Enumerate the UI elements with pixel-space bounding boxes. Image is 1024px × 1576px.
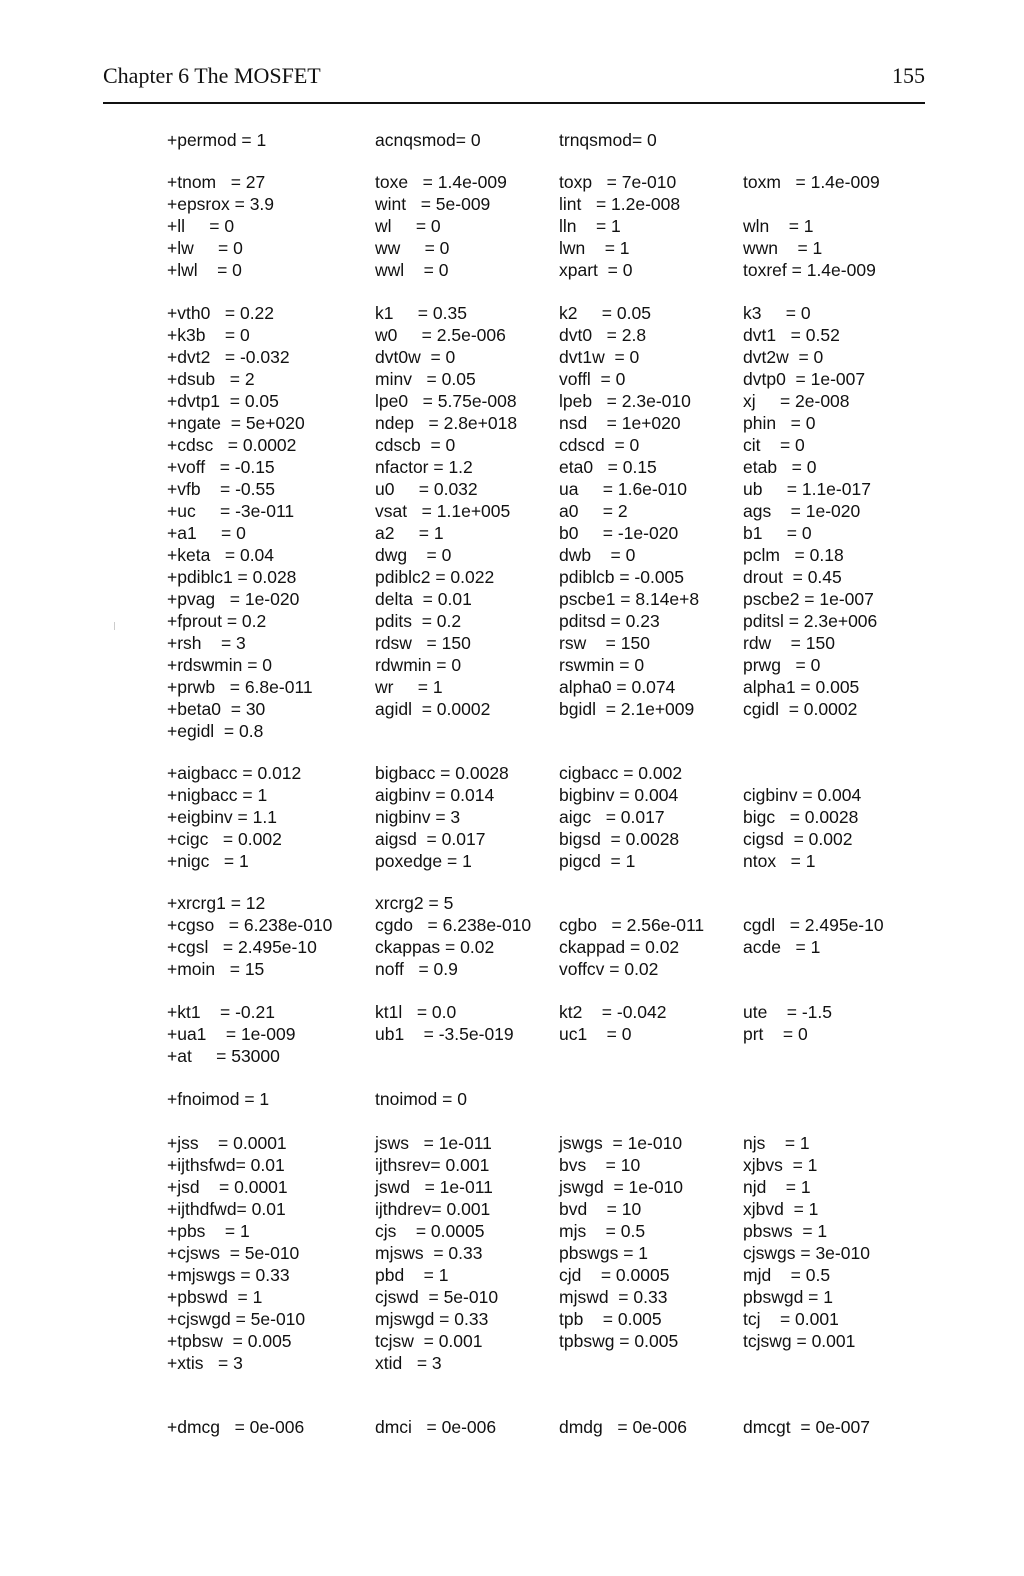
parameter-entry: cigbacc = 0.002 xyxy=(559,763,683,783)
parameter-entry: a0 = 2 xyxy=(559,501,628,521)
parameter-entry: wwn = 1 xyxy=(743,238,823,258)
parameter-entry: +rdswmin = 0 xyxy=(167,655,273,675)
parameter-entry: tnoimod = 0 xyxy=(375,1089,467,1109)
parameter-entry: w0 = 2.5e-006 xyxy=(375,325,506,345)
parameter-entry: ntox = 1 xyxy=(743,851,816,871)
parameter-entry: ijthsrev= 0.001 xyxy=(375,1155,490,1175)
parameter-entry: +dvtp1 = 0.05 xyxy=(167,391,279,411)
parameter-entry: +voff = -0.15 xyxy=(167,457,275,477)
parameter-entry: wln = 1 xyxy=(743,216,814,236)
parameter-entry: alpha1 = 0.005 xyxy=(743,677,860,697)
parameter-entry: +at = 53000 xyxy=(167,1046,280,1066)
parameter-entry: +ngate = 5e+020 xyxy=(167,413,305,433)
parameter-entry: a2 = 1 xyxy=(375,523,444,543)
parameter-entry: cgdl = 2.495e-10 xyxy=(743,915,884,935)
parameter-entry: jswgs = 1e-010 xyxy=(559,1133,683,1153)
parameter-entry: kt1l = 0.0 xyxy=(375,1002,457,1022)
parameter-entry: pbd = 1 xyxy=(375,1265,449,1285)
parameter-entry: +fprout = 0.2 xyxy=(167,611,267,631)
parameter-entry: aigc = 0.017 xyxy=(559,807,665,827)
parameter-entry: +rsh = 3 xyxy=(167,633,246,653)
parameter-entry: pditsd = 0.23 xyxy=(559,611,660,631)
parameter-entry: bigbacc = 0.0028 xyxy=(375,763,509,783)
parameter-entry: +nigbacc = 1 xyxy=(167,785,268,805)
parameter-entry: cjd = 0.0005 xyxy=(559,1265,670,1285)
parameter-entry: +keta = 0.04 xyxy=(167,545,275,565)
parameter-entry: +dsub = 2 xyxy=(167,369,255,389)
parameter-entry: +mjswgs = 0.33 xyxy=(167,1265,290,1285)
parameter-entry: +nigc = 1 xyxy=(167,851,249,871)
parameter-entry: cgidl = 0.0002 xyxy=(743,699,858,719)
parameter-entry: +uc = -3e-011 xyxy=(167,501,295,521)
parameter-entry: pditsl = 2.3e+006 xyxy=(743,611,878,631)
parameter-entry: prt = 0 xyxy=(743,1024,808,1044)
parameter-entry: +cgsl = 2.495e-10 xyxy=(167,937,317,957)
parameter-entry: bigc = 0.0028 xyxy=(743,807,859,827)
parameter-entry: pbsws = 1 xyxy=(743,1221,828,1241)
parameter-entry: +vth0 = 0.22 xyxy=(167,303,275,323)
parameter-entry: bvs = 10 xyxy=(559,1155,641,1175)
parameter-entry: xj = 2e-008 xyxy=(743,391,850,411)
parameter-entry: +dmcg = 0e-006 xyxy=(167,1417,305,1437)
parameter-entry: drout = 0.45 xyxy=(743,567,842,587)
parameter-entry: acde = 1 xyxy=(743,937,821,957)
parameter-entry: dvt1 = 0.52 xyxy=(743,325,840,345)
parameter-entry: +lw = 0 xyxy=(167,238,243,258)
parameter-entry: rdwmin = 0 xyxy=(375,655,462,675)
parameter-entry: +pbswd = 1 xyxy=(167,1287,263,1307)
parameter-entry: etab = 0 xyxy=(743,457,817,477)
parameter-entry: toxp = 7e-010 xyxy=(559,172,677,192)
parameter-entry: +ijthsfwd= 0.01 xyxy=(167,1155,285,1175)
parameter-entry: +egidl = 0.8 xyxy=(167,721,264,741)
parameter-entry: tpb = 0.005 xyxy=(559,1309,662,1329)
parameter-entry: dvt0w = 0 xyxy=(375,347,456,367)
parameter-entry: dwg = 0 xyxy=(375,545,452,565)
parameter-entry: xpart = 0 xyxy=(559,260,633,280)
parameter-entry: pigcd = 1 xyxy=(559,851,636,871)
chapter-title: Chapter 6 The MOSFET xyxy=(103,63,321,88)
parameter-entry: dmdg = 0e-006 xyxy=(559,1417,687,1437)
parameter-entry: xjbvs = 1 xyxy=(743,1155,818,1175)
parameter-entry: +aigbacc = 0.012 xyxy=(167,763,302,783)
parameter-entry: mjsws = 0.33 xyxy=(375,1243,483,1263)
parameter-entry: wwl = 0 xyxy=(375,260,449,280)
parameter-entry: k3 = 0 xyxy=(743,303,811,323)
parameter-entry: +k3b = 0 xyxy=(167,325,250,345)
parameter-entry: lwn = 1 xyxy=(559,238,630,258)
parameter-entry: toxm = 1.4e-009 xyxy=(743,172,880,192)
parameter-entry: kt2 = -0.042 xyxy=(559,1002,667,1022)
parameter-entry: +cjswgd = 5e-010 xyxy=(167,1309,306,1329)
parameter-entry: +pvag = 1e-020 xyxy=(167,589,300,609)
parameter-entry: cigsd = 0.002 xyxy=(743,829,853,849)
parameter-entry: cjswgs = 3e-010 xyxy=(743,1243,870,1263)
parameter-entry: mjs = 0.5 xyxy=(559,1221,646,1241)
parameter-entry: dvt2w = 0 xyxy=(743,347,824,367)
parameter-entry: njd = 1 xyxy=(743,1177,811,1197)
parameter-entry: aigsd = 0.017 xyxy=(375,829,486,849)
parameter-entry: tcjsw = 0.001 xyxy=(375,1331,483,1351)
parameter-entry: +ua1 = 1e-009 xyxy=(167,1024,296,1044)
parameter-entry: pclm = 0.18 xyxy=(743,545,844,565)
parameter-entry: prwg = 0 xyxy=(743,655,821,675)
parameter-entry: +pbs = 1 xyxy=(167,1221,250,1241)
parameter-entry: lpeb = 2.3e-010 xyxy=(559,391,691,411)
scan-mark xyxy=(114,622,115,630)
parameter-entry: ckappad = 0.02 xyxy=(559,937,680,957)
parameter-entry: +moin = 15 xyxy=(167,959,265,979)
parameter-entry: +jsd = 0.0001 xyxy=(167,1177,288,1197)
parameter-entry: cdscd = 0 xyxy=(559,435,640,455)
parameter-entry: eta0 = 0.15 xyxy=(559,457,657,477)
parameter-entry: jswd = 1e-011 xyxy=(375,1177,493,1197)
parameter-entry: +ll = 0 xyxy=(167,216,235,236)
parameter-entry: voffl = 0 xyxy=(559,369,626,389)
parameter-entry: voffcv = 0.02 xyxy=(559,959,659,979)
parameter-entry: noff = 0.9 xyxy=(375,959,458,979)
parameter-entry: cgbo = 2.56e-011 xyxy=(559,915,705,935)
parameter-entry: +cgso = 6.238e-010 xyxy=(167,915,333,935)
parameter-entry: b0 = -1e-020 xyxy=(559,523,679,543)
parameter-entry: lint = 1.2e-008 xyxy=(559,194,681,214)
parameter-entry: rdw = 150 xyxy=(743,633,835,653)
parameter-entry: wr = 1 xyxy=(375,677,443,697)
parameter-entry: trnqsmod= 0 xyxy=(559,130,657,150)
parameter-entry: u0 = 0.032 xyxy=(375,479,478,499)
parameter-entry: xrcrg2 = 5 xyxy=(375,893,454,913)
parameter-entry: wint = 5e-009 xyxy=(375,194,491,214)
parameter-entry: ckappas = 0.02 xyxy=(375,937,495,957)
parameter-entry: +jss = 0.0001 xyxy=(167,1133,287,1153)
parameter-entry: agidl = 0.0002 xyxy=(375,699,491,719)
parameter-entry: mjd = 0.5 xyxy=(743,1265,831,1285)
parameter-entry: dmcgt = 0e-007 xyxy=(743,1417,870,1437)
parameter-entry: alpha0 = 0.074 xyxy=(559,677,676,697)
parameter-entry: cjswd = 5e-010 xyxy=(375,1287,499,1307)
parameter-entry: pdiblcb = -0.005 xyxy=(559,567,685,587)
parameter-entry: nsd = 1e+020 xyxy=(559,413,681,433)
parameter-entry: cjs = 0.0005 xyxy=(375,1221,485,1241)
parameter-entry: ub = 1.1e-017 xyxy=(743,479,871,499)
parameter-entry: dmci = 0e-006 xyxy=(375,1417,497,1437)
parameter-entry: acnqsmod= 0 xyxy=(375,130,481,150)
parameter-entry: +dvt2 = -0.032 xyxy=(167,347,290,367)
parameter-entry: cit = 0 xyxy=(743,435,805,455)
parameter-entry: ndep = 2.8e+018 xyxy=(375,413,518,433)
parameter-entry: rswmin = 0 xyxy=(559,655,645,675)
parameter-entry: jswgd = 1e-010 xyxy=(559,1177,684,1197)
parameter-entry: tpbswg = 0.005 xyxy=(559,1331,679,1351)
parameter-entry: pdiblc2 = 0.022 xyxy=(375,567,495,587)
parameter-entry: rsw = 150 xyxy=(559,633,650,653)
parameter-entry: vsat = 1.1e+005 xyxy=(375,501,511,521)
parameter-entry: tcj = 0.001 xyxy=(743,1309,839,1329)
parameter-entry: +pdiblc1 = 0.028 xyxy=(167,567,297,587)
parameter-entry: pdits = 0.2 xyxy=(375,611,462,631)
parameter-entry: ijthdrev= 0.001 xyxy=(375,1199,491,1219)
parameter-entry: uc1 = 0 xyxy=(559,1024,632,1044)
parameter-entry: dvt0 = 2.8 xyxy=(559,325,647,345)
parameter-entry: delta = 0.01 xyxy=(375,589,472,609)
parameter-entry: +ijthdfwd= 0.01 xyxy=(167,1199,286,1219)
parameter-entry: cdscb = 0 xyxy=(375,435,456,455)
parameter-entry: mjswgd = 0.33 xyxy=(375,1309,489,1329)
parameter-entry: bgidl = 2.1e+009 xyxy=(559,699,695,719)
parameter-entry: b1 = 0 xyxy=(743,523,812,543)
parameter-entry: pbswgd = 1 xyxy=(743,1287,833,1307)
parameter-entry: +cdsc = 0.0002 xyxy=(167,435,297,455)
parameter-entry: bigbinv = 0.004 xyxy=(559,785,679,805)
parameter-entry: poxedge = 1 xyxy=(375,851,472,871)
parameter-entry: jsws = 1e-011 xyxy=(375,1133,492,1153)
parameter-entry: tcjswg = 0.001 xyxy=(743,1331,856,1351)
parameter-entry: cigbinv = 0.004 xyxy=(743,785,862,805)
parameter-entry: bvd = 10 xyxy=(559,1199,642,1219)
parameter-entry: ua = 1.6e-010 xyxy=(559,479,687,499)
parameter-entry: xtid = 3 xyxy=(375,1353,442,1373)
parameter-entry: lpe0 = 5.75e-008 xyxy=(375,391,517,411)
parameter-entry: pscbe1 = 8.14e+8 xyxy=(559,589,700,609)
parameter-entry: ute = -1.5 xyxy=(743,1002,833,1022)
parameter-entry: phin = 0 xyxy=(743,413,816,433)
parameter-entry: toxref = 1.4e-009 xyxy=(743,260,876,280)
parameter-entry: toxe = 1.4e-009 xyxy=(375,172,507,192)
parameter-entry: dwb = 0 xyxy=(559,545,636,565)
parameter-entry: +kt1 = -0.21 xyxy=(167,1002,275,1022)
parameter-entry: +permod = 1 xyxy=(167,130,267,150)
parameter-entry: dvt1w = 0 xyxy=(559,347,640,367)
parameter-entry: mjswd = 0.33 xyxy=(559,1287,668,1307)
parameter-entry: +cjsws = 5e-010 xyxy=(167,1243,300,1263)
parameter-entry: +fnoimod = 1 xyxy=(167,1089,270,1109)
parameter-entry: +lwl = 0 xyxy=(167,260,242,280)
parameter-entry: +prwb = 6.8e-011 xyxy=(167,677,313,697)
parameter-entry: k1 = 0.35 xyxy=(375,303,467,323)
parameter-listing xyxy=(167,0,927,1576)
page-number: 155 xyxy=(892,63,925,88)
parameter-entry: nfactor = 1.2 xyxy=(375,457,473,477)
parameter-entry: +eigbinv = 1.1 xyxy=(167,807,277,827)
parameter-entry: +tpbsw = 0.005 xyxy=(167,1331,292,1351)
parameter-entry: +tnom = 27 xyxy=(167,172,266,192)
parameter-entry: pbswgs = 1 xyxy=(559,1243,649,1263)
parameter-entry: ub1 = -3.5e-019 xyxy=(375,1024,514,1044)
parameter-entry: lln = 1 xyxy=(559,216,621,236)
parameter-entry: aigbinv = 0.014 xyxy=(375,785,495,805)
parameter-entry: k2 = 0.05 xyxy=(559,303,651,323)
parameter-entry: +xtis = 3 xyxy=(167,1353,243,1373)
parameter-entry: ags = 1e-020 xyxy=(743,501,861,521)
parameter-entry: nigbinv = 3 xyxy=(375,807,461,827)
parameter-entry: +cigc = 0.002 xyxy=(167,829,282,849)
parameter-entry: cgdo = 6.238e-010 xyxy=(375,915,532,935)
parameter-entry: +xrcrg1 = 12 xyxy=(167,893,266,913)
parameter-entry: minv = 0.05 xyxy=(375,369,476,389)
parameter-entry: wl = 0 xyxy=(375,216,441,236)
parameter-entry: ww = 0 xyxy=(375,238,450,258)
parameter-entry: +epsrox = 3.9 xyxy=(167,194,275,214)
parameter-entry: +vfb = -0.55 xyxy=(167,479,275,499)
parameter-entry: +beta0 = 30 xyxy=(167,699,266,719)
parameter-entry: pscbe2 = 1e-007 xyxy=(743,589,874,609)
parameter-entry: xjbvd = 1 xyxy=(743,1199,819,1219)
parameter-entry: njs = 1 xyxy=(743,1133,810,1153)
parameter-entry: bigsd = 0.0028 xyxy=(559,829,680,849)
parameter-entry: dvtp0 = 1e-007 xyxy=(743,369,866,389)
parameter-entry: +a1 = 0 xyxy=(167,523,246,543)
parameter-entry: rdsw = 150 xyxy=(375,633,471,653)
